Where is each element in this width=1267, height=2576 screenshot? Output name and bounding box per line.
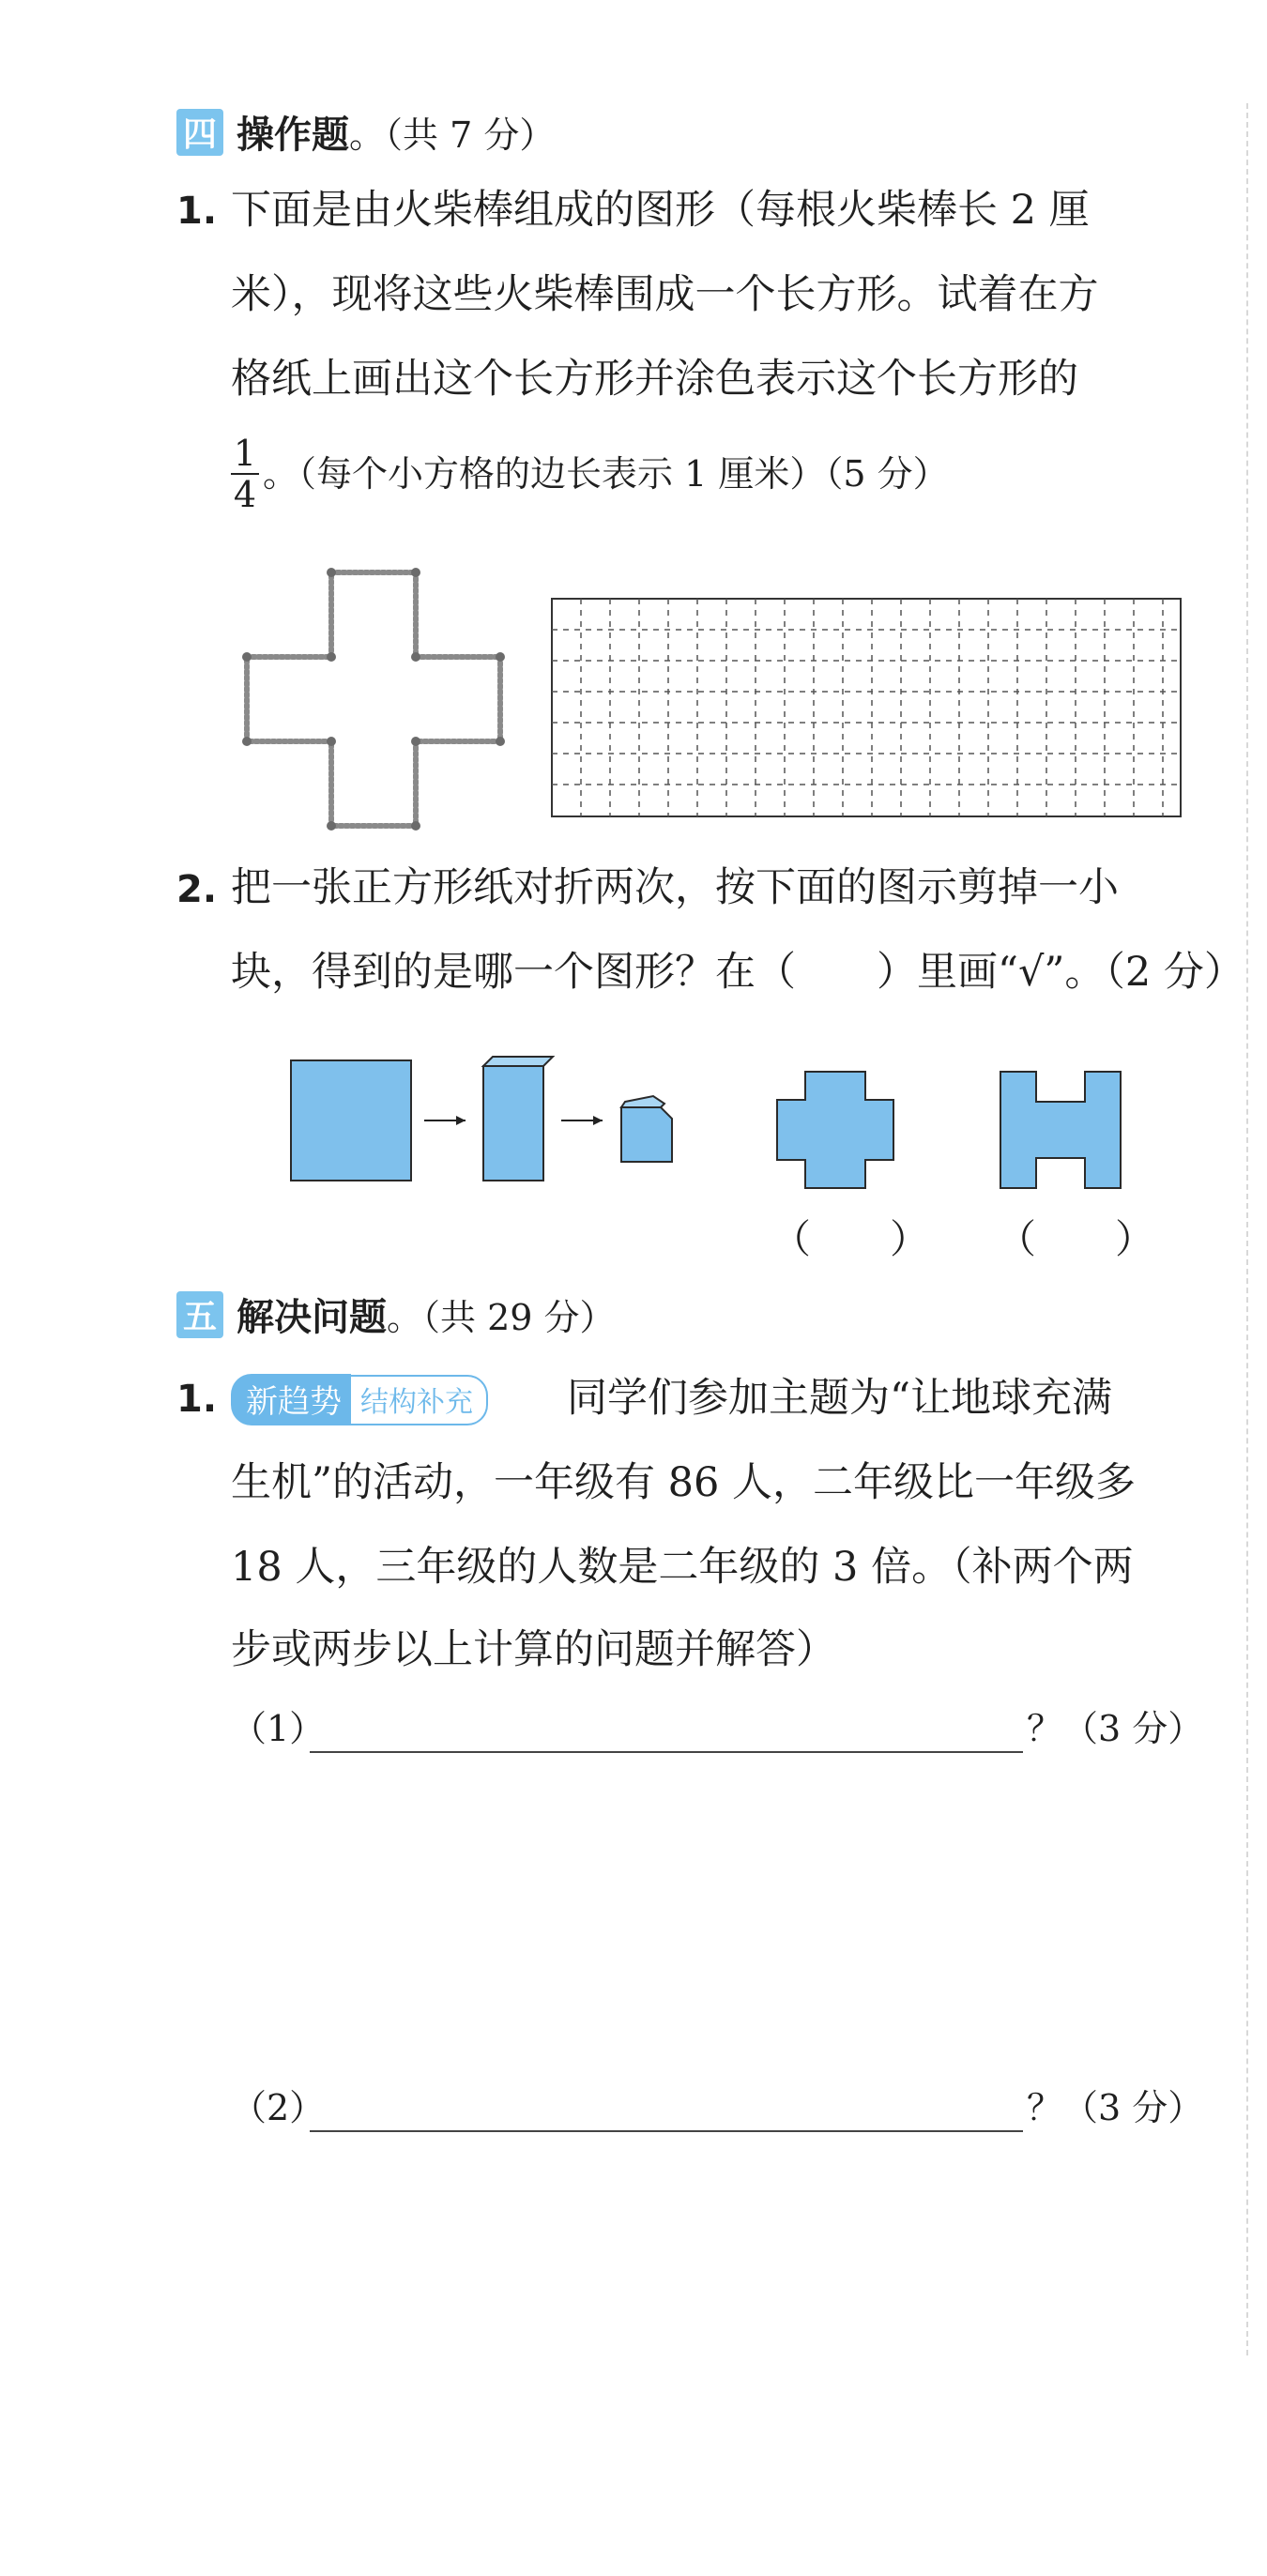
part-2-label: （2） — [231, 2087, 326, 2128]
question-text-line: 步或两步以上计算的问题并解答） — [231, 1626, 836, 1673]
part-1-label: （1） — [231, 1708, 326, 1749]
section-4-title: 操作题 — [237, 114, 349, 157]
section-5-title: 解决问题 — [237, 1296, 387, 1339]
part-2-answer-line[interactable] — [310, 2130, 1023, 2132]
question-text-line: 块，得到的是哪一个图形？在（ ）里画“√”。（2 分） — [231, 949, 1244, 996]
question-number: 2. — [176, 868, 218, 911]
question-number: 1. — [176, 190, 218, 233]
question-text-line: 下面是由火柴棒组成的图形（每根火柴棒长 2 厘 — [231, 187, 1090, 234]
fraction-numerator: 1 — [233, 433, 257, 474]
page-edge-guide — [1246, 103, 1248, 2355]
trend-tag — [231, 1374, 488, 1425]
choice-a-cross-shape — [775, 1070, 897, 1192]
section-5-header — [176, 1288, 616, 1341]
choice-b-answer-box[interactable]: （ ） — [997, 1216, 1155, 1262]
choice-a-answer-box[interactable]: （ ） — [771, 1216, 930, 1262]
part-2-score: ？（3 分） — [1027, 2087, 1204, 2128]
question-text-line — [231, 434, 949, 514]
section-4-header — [176, 105, 555, 159]
tag-structure-supplement: 结构补充 — [351, 1375, 488, 1425]
question-text-line: 同学们参加主题为“让地球充满 — [567, 1375, 1112, 1422]
part-1-score: ？（3 分） — [1027, 1708, 1204, 1749]
question-text-tail: 。（每个小方格的边长表示 1 厘米）（5 分） — [263, 453, 949, 495]
fraction-one-quarter — [231, 434, 259, 514]
question-text-line: 米），现将这些火柴棒围成一个长方形。试着在方 — [231, 271, 1099, 318]
section-4-badge: 四 — [176, 109, 223, 156]
fraction-denominator: 4 — [233, 474, 257, 515]
tag-new-trend: 新趋势 — [231, 1374, 351, 1425]
question-number: 1. — [176, 1378, 218, 1421]
section-5-badge: 五 — [176, 1291, 223, 1338]
choice-b-h-shape — [999, 1070, 1124, 1192]
question-text-line: 18 人，三年级的人数是二年级的 3 倍。（补两个两 — [231, 1544, 1134, 1591]
section-4-score: 。（共 7 分） — [349, 114, 556, 156]
matchstick-cross-figure — [242, 563, 524, 845]
section-5-score: 。（共 29 分） — [387, 1297, 616, 1338]
question-text-line: 把一张正方形纸对折两次，按下面的图示剪掉一小 — [231, 864, 1119, 911]
part-1-answer-line[interactable] — [310, 1751, 1023, 1753]
folding-sequence-figure — [282, 1049, 695, 1199]
question-text-line: 格纸上画出这个长方形并涂色表示这个长方形的 — [231, 356, 1078, 403]
folded-twice-paper — [621, 1107, 672, 1162]
folded-once-paper — [483, 1066, 543, 1181]
question-text-line: 生机”的活动，一年级有 86 人，二年级比一年级多 — [231, 1459, 1137, 1506]
square-paper — [291, 1060, 411, 1181]
grid-paper[interactable] — [550, 597, 1184, 820]
